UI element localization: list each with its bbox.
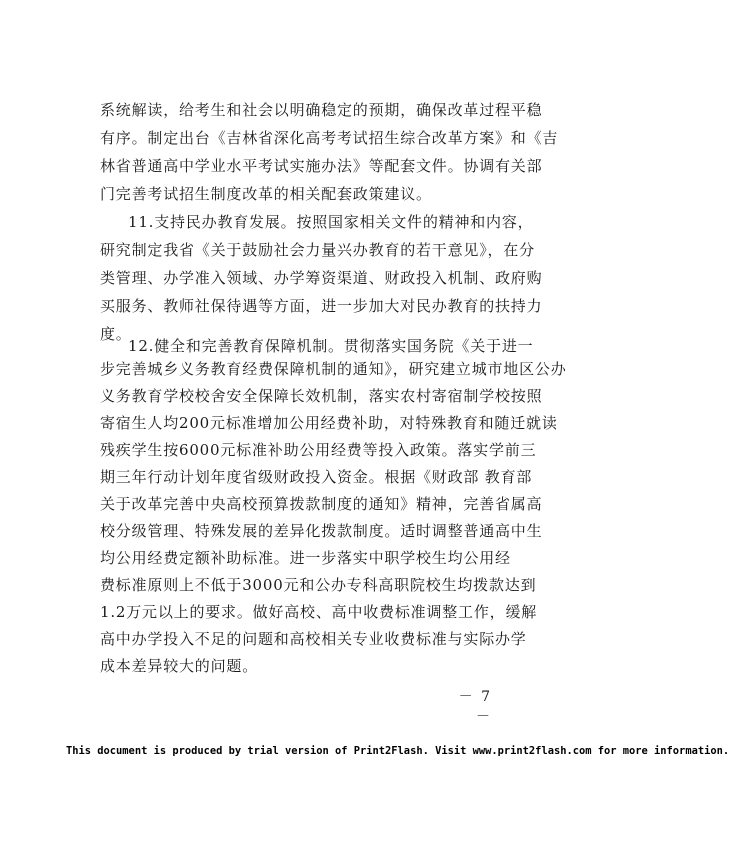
body-line: 残疾学生按6000元标准补助公用经费等投入政策。落实学前三 — [100, 441, 537, 459]
page-number: － 7 － — [458, 689, 492, 725]
body-line: 成本差异较大的问题。 — [100, 657, 259, 675]
trial-watermark: This document is produced by trial version of Print2Flash. Visit www.print2flash.com for more information. — [66, 745, 729, 757]
body-line: 步完善城乡义务教育经费保障机制的通知》，研究建立城市地区公办 — [100, 360, 567, 378]
body-line: 买服务、教师社保待遇等方面，进一步加大对民办教育的扶持力 — [100, 297, 543, 315]
body-line: 门完善考试招生制度改革的相关配套政策建议。 — [100, 185, 432, 203]
body-line: 义务教育学校校舍安全保障长效机制，落实农村寄宿制学校按照 — [100, 387, 543, 405]
paragraph-heading-line: 12.健全和完善教育保障机制。贯彻落实国务院《关于进一 — [128, 337, 534, 355]
paragraph-heading-line: 11.支持民办教育发展。按照国家相关文件的精神和内容， — [128, 213, 534, 231]
body-line: 类管理、办学准入领域、办学筹资渠道、财政投入机制、政府购 — [100, 269, 543, 287]
body-line: 寄宿生人均200元标准增加公用经费补助，对特殊教育和随迁就读 — [100, 414, 558, 432]
body-line: 期三年行动计划年度省级财政投入资金。根据《财政部 教育部 — [100, 468, 533, 486]
body-line: 1.2万元以上的要求。做好高校、高中收费标准调整工作，缓解 — [100, 603, 538, 621]
body-line: 费标准原则上不低于3000元和公办专科高职院校生均拨款达到 — [100, 576, 537, 594]
body-line: 林省普通高中学业水平考试实施办法》等配套文件。协调有关部 — [100, 157, 543, 175]
body-line: 系统解读，给考生和社会以明确稳定的预期，确保改革过程平稳 — [100, 101, 543, 119]
body-line: 校分级管理、特殊发展的差异化拨款制度。适时调整普通高中生 — [100, 522, 543, 540]
body-line: 度。 — [100, 325, 132, 343]
body-line: 研究制定我省《关于鼓励社会力量兴办教育的若干意见》，在分 — [100, 241, 535, 259]
body-line: 关于改革完善中央高校预算拨款制度的通知》精神，完善省属高 — [100, 495, 543, 513]
body-line: 均公用经费定额补助标准。进一步落实中职学校生均公用经 — [100, 549, 511, 567]
body-line: 有序。制定出台《吉林省深化高考考试招生综合改革方案》和《吉 — [100, 129, 559, 147]
body-line: 高中办学投入不足的问题和高校相关专业收费标准与实际办学 — [100, 630, 527, 648]
